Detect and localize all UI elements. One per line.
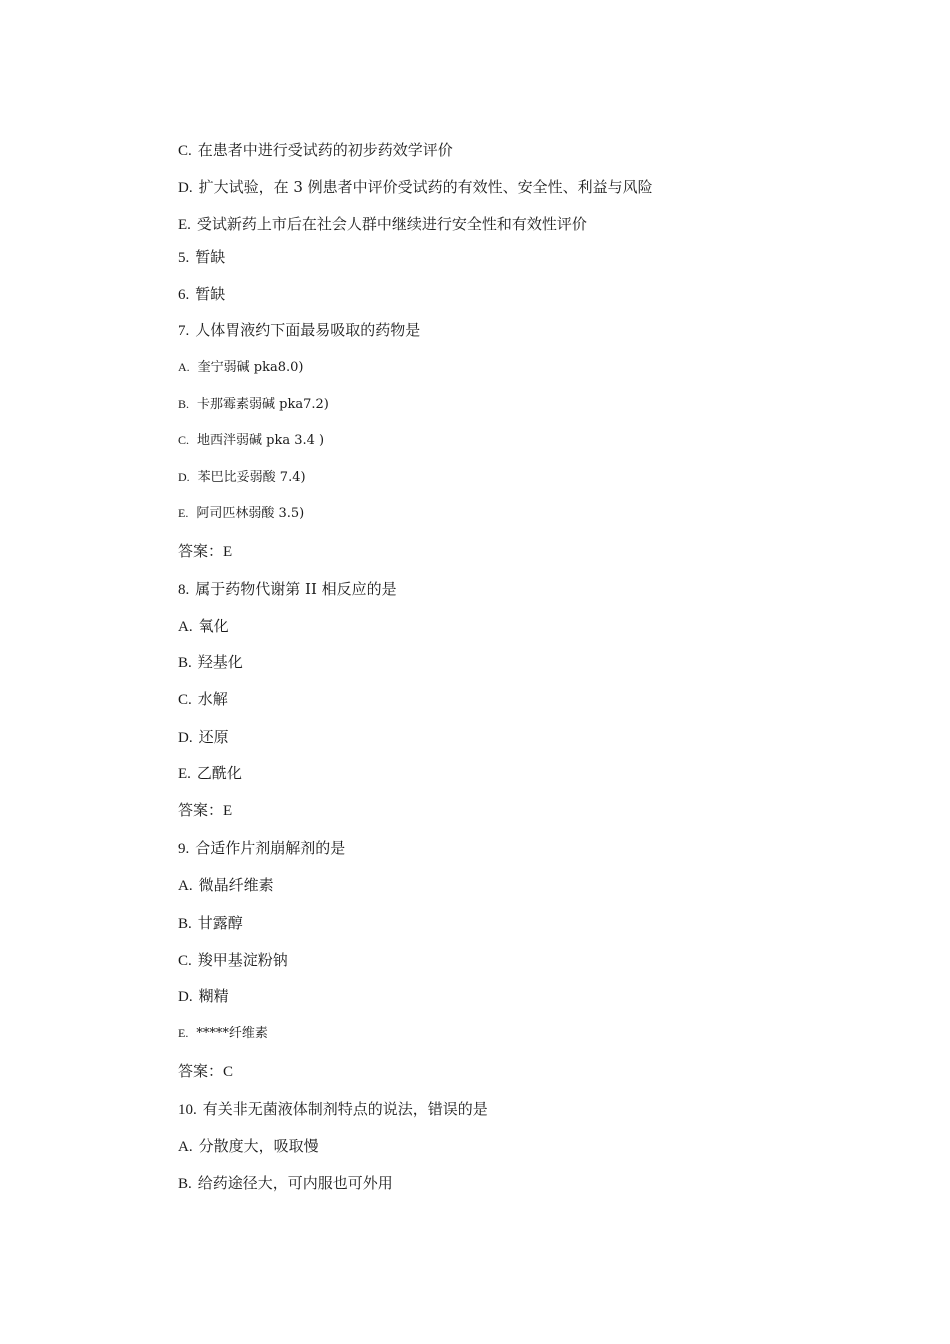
- question-number: 5.: [178, 250, 190, 266]
- option-text: *****纤维素: [196, 1026, 268, 1041]
- option-line: [178, 503, 304, 524]
- answer-line: [178, 800, 232, 821]
- option-text: 乙酰化: [196, 764, 242, 782]
- option-line: [178, 467, 306, 488]
- option-line: [178, 357, 304, 378]
- option-line: [178, 430, 324, 451]
- option-label: D.: [178, 470, 190, 484]
- option-line: [178, 214, 587, 235]
- question-line: [178, 579, 397, 600]
- option-line: [178, 177, 653, 198]
- question-number: 10.: [178, 1102, 197, 1118]
- option-label: E.: [178, 217, 191, 233]
- question-line: [178, 247, 225, 268]
- option-text: 给药途径大，可内服也可外用: [197, 1174, 393, 1192]
- option-label: C.: [178, 953, 192, 969]
- option-label: C.: [178, 143, 192, 159]
- option-text: 卡那霉素弱碱 pka7.2): [197, 397, 329, 412]
- option-label: A.: [178, 619, 193, 635]
- option-label: A.: [178, 1139, 193, 1155]
- answer-value: E: [223, 544, 233, 560]
- option-text: 水解: [197, 690, 228, 708]
- option-text: 受试新药上市后在社会人群中继续进行安全性和有效性评价: [196, 215, 587, 233]
- answer-line: [178, 541, 232, 562]
- question-text: 有关非无菌液体制剂特点的说法，错误的是: [202, 1100, 488, 1118]
- question-number: 9.: [178, 841, 190, 857]
- answer-value: E: [223, 803, 233, 819]
- option-label: A.: [178, 360, 190, 374]
- question-number: 7.: [178, 323, 190, 339]
- option-line: [178, 727, 229, 748]
- question-text: 人体胃液约下面最易吸取的药物是: [195, 321, 421, 339]
- option-line: [178, 1023, 268, 1044]
- option-label: B.: [178, 916, 192, 932]
- option-line: [178, 950, 288, 971]
- option-line: [178, 1136, 319, 1157]
- option-label: D.: [178, 180, 193, 196]
- option-label: C.: [178, 692, 192, 708]
- answer-label: 答案：: [178, 801, 224, 819]
- question-text: 暂缺: [195, 285, 226, 303]
- option-text: 分散度大，吸取慢: [198, 1137, 319, 1155]
- option-label: B.: [178, 1176, 192, 1192]
- option-line: [178, 986, 229, 1007]
- option-line: [178, 689, 228, 710]
- option-label: E.: [178, 1026, 189, 1040]
- answer-label: 答案：: [178, 1062, 224, 1080]
- question-line: [178, 838, 345, 859]
- option-label: C.: [178, 433, 190, 447]
- option-text: 羟基化: [197, 653, 243, 671]
- option-line: [178, 616, 229, 637]
- answer-label: 答案：: [178, 542, 224, 560]
- option-line: [178, 913, 243, 934]
- option-text: 阿司匹林弱酸 3.5): [196, 506, 305, 521]
- option-text: 扩大试验，在 3 例患者中评价受试药的有效性、安全性、利益与风险: [198, 178, 653, 196]
- question-number: 6.: [178, 287, 190, 303]
- option-text: 还原: [198, 728, 229, 746]
- question-number: 8.: [178, 582, 190, 598]
- option-line: [178, 140, 453, 161]
- answer-line: [178, 1061, 233, 1082]
- question-line: [178, 284, 225, 305]
- option-text: 苯巴比妥弱酸 7.4): [197, 470, 306, 485]
- option-line: [178, 1173, 393, 1194]
- option-text: 地西泮弱碱 pka 3.4 ): [197, 433, 325, 448]
- answer-value: C: [223, 1064, 234, 1080]
- option-line: [178, 875, 274, 896]
- question-line: [178, 1099, 488, 1120]
- option-label: E.: [178, 766, 191, 782]
- option-label: B.: [178, 655, 192, 671]
- option-label: D.: [178, 989, 193, 1005]
- question-line: [178, 320, 420, 341]
- option-label: A.: [178, 878, 193, 894]
- option-text: 羧甲基淀粉钠: [197, 951, 288, 969]
- option-line: [178, 652, 243, 673]
- option-text: 在患者中进行受试药的初步药效学评价: [197, 141, 453, 159]
- question-text: 暂缺: [195, 248, 226, 266]
- option-label: E.: [178, 506, 189, 520]
- option-line: [178, 763, 242, 784]
- option-line: [178, 394, 329, 415]
- option-text: 微晶纤维素: [198, 876, 274, 894]
- question-text: 属于药物代谢第 II 相反应的是: [195, 580, 397, 598]
- question-text: 合适作片剂崩解剂的是: [195, 839, 346, 857]
- option-label: B.: [178, 397, 190, 411]
- option-text: 奎宁弱碱 pka8.0): [197, 360, 304, 375]
- option-text: 甘露醇: [197, 914, 243, 932]
- option-text: 氧化: [198, 617, 229, 635]
- option-label: D.: [178, 730, 193, 746]
- option-text: 糊精: [198, 987, 229, 1005]
